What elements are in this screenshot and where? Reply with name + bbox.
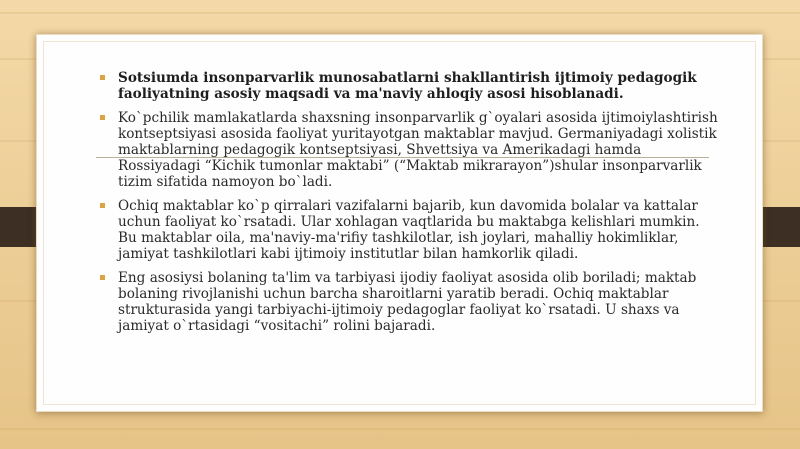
bullet-text: Ochiq maktablar ko`p qirralari vazifalarni bajarib, kun davomida bolalar va kattalar uchun faoliyat ko`rsatadi. Ular xohlagan vaqtlarida bu maktabga kelishlari mumkin. Bu maktablar oila, ma'naviy-ma'rifiy tashkilotlar, ish joylari, mahalliy hokimliklar, jamiyat tashkilotlari kabi ijtimoiy institutlar bilan hamkorlik qiladi. (118, 198, 700, 262)
bullet-text: Ko`pchilik mamlakatlarda shaxsning insonparvarlik g`oyalari asosida ijtimoiylashtirish kontseptsiyasi asosida faoliyat yuritayotgan maktablar mavjud. Germaniyadagi xolistik maktablarning pedagogik kontseptsiyasi, Shvettsiya va Amerikadagi hamda Rossiyadagi “Kichik tumonlar maktabi” (“Maktab mikrarayon”)shular insonparvarlik tizim sifatida namoyon bo`ladi. (118, 110, 718, 190)
bullet-text: Sotsiumda insonparvarlik munosabatlarni shakllantirish ijtimoiy pedagogik faoliyatning asosiy maqsadi va ma'naviy ahloqiy asosi hisoblanadi. (118, 70, 697, 102)
slide-bullet-list (98, 70, 718, 342)
bullet-text: Eng asosiysi bolaning ta'lim va tarbiyasi ijodiy faoliyat asosida olib boriladi; maktab bolaning rivojlanishi uchun barcha sharoitlarni yaratib beradi. Ochiq maktablar strukturasida yangi tarbiyachi-ijtimoiy pedagoglar faoliyat ko`rsatadi. U shaxs va jamiyat o`rtasidagi “vositachi” rolini bajaradi. (118, 270, 697, 334)
square-bullet-icon (100, 275, 105, 280)
square-bullet-icon (100, 203, 105, 208)
bullet-item (98, 270, 718, 334)
bullet-item (98, 70, 718, 102)
square-bullet-icon (100, 75, 105, 80)
wood-grain (0, 12, 800, 14)
bullet-item (98, 110, 718, 190)
wood-grain (0, 428, 800, 430)
bullet-item (98, 198, 718, 262)
square-bullet-icon (100, 115, 105, 120)
